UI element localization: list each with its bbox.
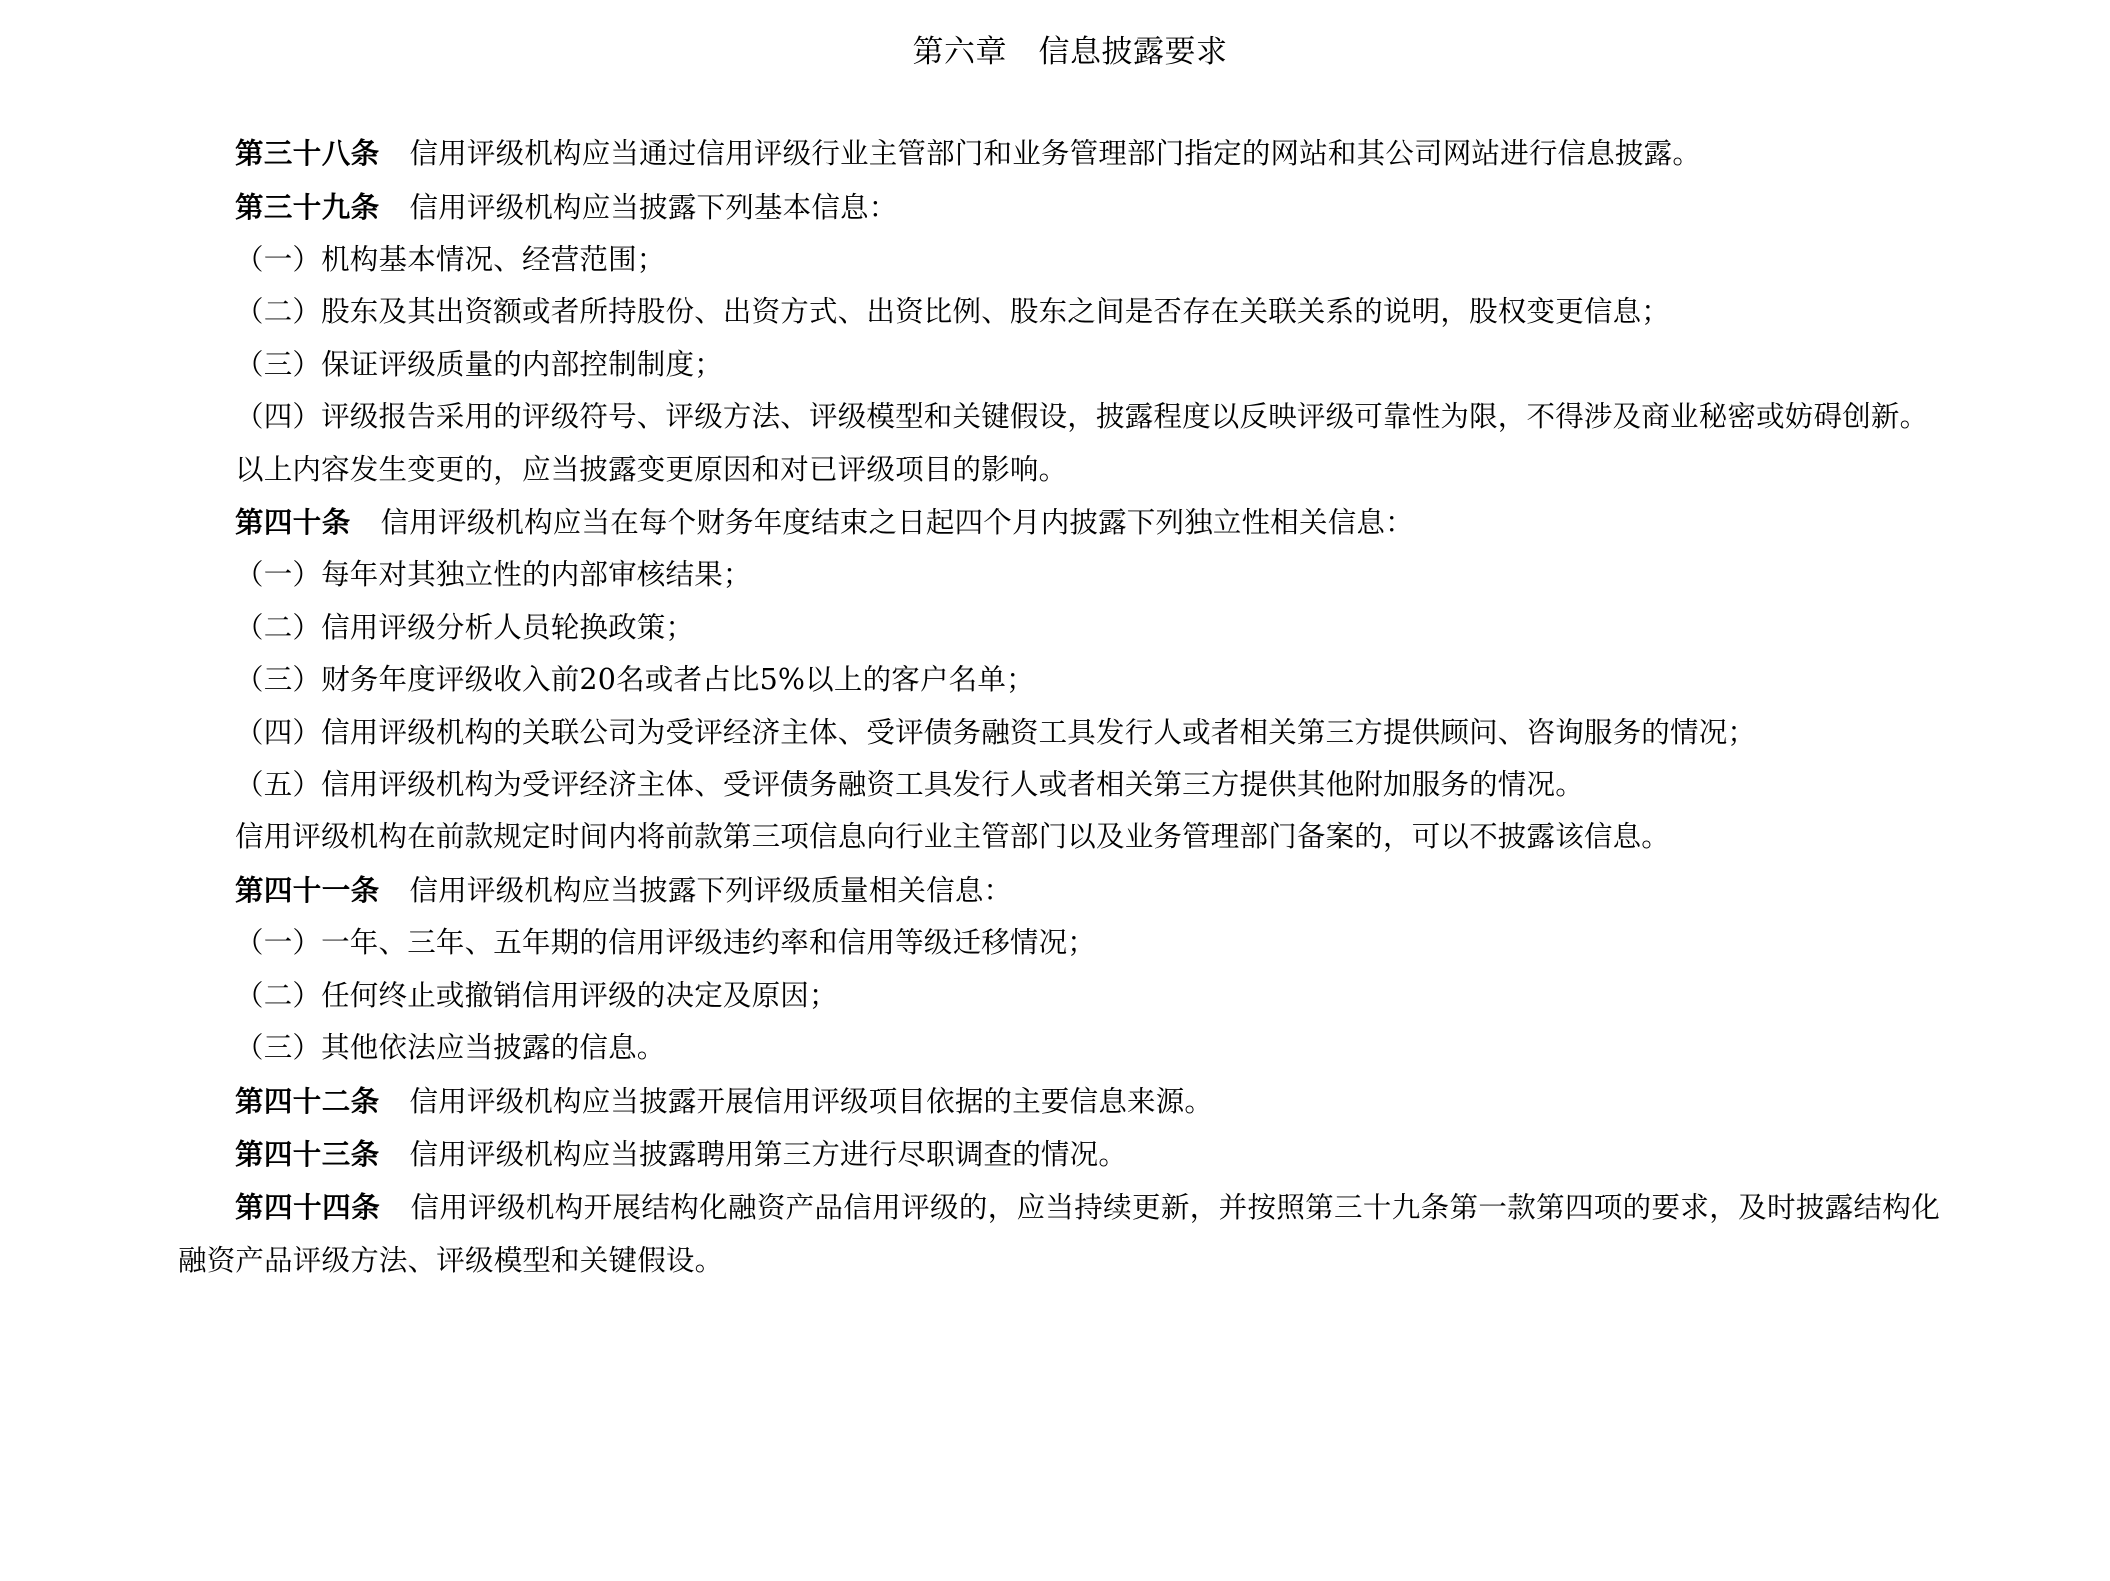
paragraph-text: 以上内容发生变更的，应当披露变更原因和对已评级项目的影响。 [235, 452, 1068, 486]
list-item [178, 917, 1940, 969]
list-item [178, 970, 1940, 1022]
paragraph-text: （三）其他依法应当披露的信息。 [235, 1031, 666, 1065]
article-paragraph [178, 1181, 1940, 1287]
paragraph-text: 信用评级机构应当在每个财务年度结束之日起四个月内披露下列独立性相关信息： [380, 506, 1414, 540]
article-number: 第四十条 [235, 505, 351, 540]
article-paragraph [178, 496, 1940, 549]
paragraph-text: （五）信用评级机构为受评经济主体、受评债务融资工具发行人或者相关第三方提供其他附加服务的情况。 [235, 768, 1584, 802]
paragraph-text: 信用评级机构应当披露下列基本信息： [409, 190, 898, 224]
paragraph-text: （一）一年、三年、五年期的信用评级违约率和信用等级迁移情况； [235, 926, 1097, 960]
body-paragraph [178, 811, 1940, 863]
list-item [178, 549, 1940, 601]
list-item [178, 707, 1940, 759]
list-item [178, 759, 1940, 811]
list-item [178, 391, 1940, 443]
chapter-heading: 第六章 信息披露要求 [912, 34, 1228, 70]
article-number: 第四十一条 [235, 872, 380, 907]
article-paragraph [178, 1075, 1940, 1128]
paragraph-text: （二）信用评级分析人员轮换政策； [235, 610, 695, 644]
article-number: 第三十九条 [235, 189, 380, 224]
article-paragraph [178, 864, 1940, 917]
list-item [178, 286, 1940, 338]
paragraph-text: 信用评级机构应当披露下列评级质量相关信息： [409, 873, 1013, 907]
article-paragraph [178, 181, 1940, 234]
paragraph-text: 信用评级机构在前款规定时间内将前款第三项信息向行业主管部门以及业务管理部门备案的，可以不披露该信息。 [235, 820, 1671, 854]
article-paragraph [178, 127, 1940, 180]
article-number: 第四十二条 [235, 1083, 380, 1118]
document-body [0, 71, 2110, 1287]
list-item [178, 602, 1940, 654]
paragraph-text: （一）机构基本情况、经营范围； [235, 243, 666, 276]
paragraph-text: （一）每年对其独立性的内部审核结果； [235, 558, 752, 592]
paragraph-text: （三）保证评级质量的内部控制制度； [235, 347, 723, 381]
paragraph-text: （二）股东及其出资额或者所持股份、出资方式、出资比例、股东之间是否存在关联关系的说明，股权变更信息； [235, 295, 1671, 329]
paragraph-text: （三）财务年度评级收入前20名或者占比5%以上的客户名单； [235, 663, 1035, 697]
paragraph-text: 信用评级机构开展结构化融资产品信用评级的，应当持续更新，并按照第三十九条第一款第四项的要求，及时披露结构化融资产品评级方法、评级模型和关键假设。 [178, 1191, 1940, 1277]
article-number: 第三十八条 [235, 136, 380, 171]
article-paragraph [178, 1128, 1940, 1181]
paragraph-text: 信用评级机构应当披露开展信用评级项目依据的主要信息来源。 [409, 1084, 1214, 1118]
list-item [178, 654, 1940, 706]
paragraph-text: （二）任何终止或撤销信用评级的决定及原因； [235, 978, 838, 1012]
paragraph-text: （四）信用评级机构的关联公司为受评经济主体、受评债务融资工具发行人或者相关第三方提供顾问、咨询服务的情况； [235, 715, 1757, 749]
document-page [0, 34, 2110, 1581]
paragraph-text: 信用评级机构应当披露聘用第三方进行尽职调查的情况。 [409, 1137, 1128, 1171]
article-number: 第四十四条 [235, 1190, 381, 1225]
list-item [178, 234, 1940, 286]
list-item [178, 339, 1940, 391]
paragraph-text: 信用评级机构应当通过信用评级行业主管部门和业务管理部门指定的网站和其公司网站进行信息披露。 [409, 137, 1702, 171]
article-number: 第四十三条 [235, 1136, 380, 1171]
body-paragraph [178, 444, 1940, 496]
paragraph-text: （四）评级报告采用的评级符号、评级方法、评级模型和关键假设，披露程度以反映评级可靠性为限，不得涉及商业秘密或妨碍创新。 [235, 400, 1929, 434]
list-item [178, 1022, 1940, 1074]
